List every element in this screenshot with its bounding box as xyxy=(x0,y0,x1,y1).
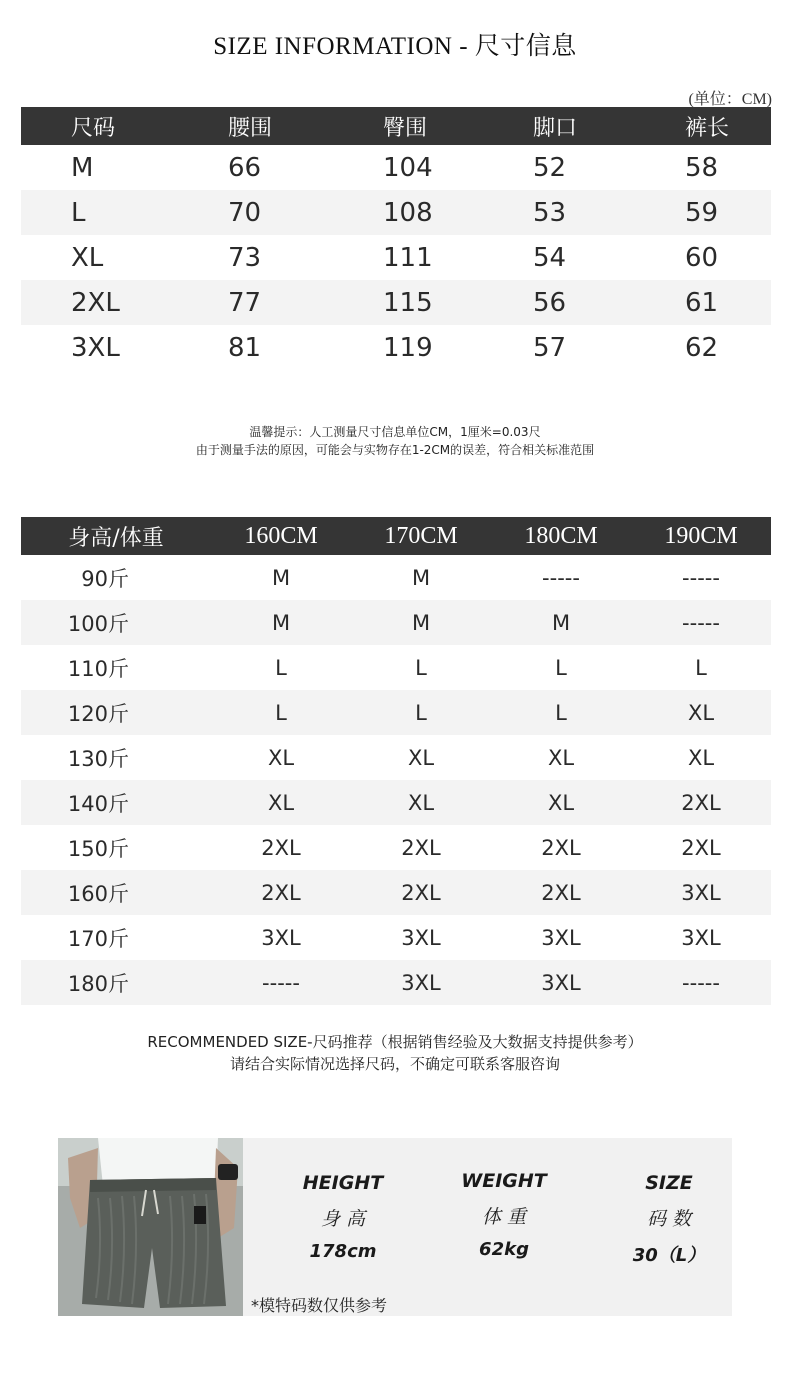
cell-leg-opening: 57 xyxy=(533,332,567,363)
cell-weight: 180斤 xyxy=(67,971,129,996)
model-height xyxy=(268,1172,418,1262)
cell-size: L xyxy=(275,655,287,680)
table-row xyxy=(21,645,771,690)
cell-size: M xyxy=(71,152,94,183)
header-waist: 腰围 xyxy=(228,115,273,141)
table-row xyxy=(21,555,771,600)
cell-size: 2XL xyxy=(681,835,721,860)
cell-size: L xyxy=(415,700,427,725)
cell-length: 61 xyxy=(685,287,719,318)
table-row xyxy=(21,915,771,960)
cell-size: 3XL xyxy=(261,925,301,950)
size-table-header xyxy=(21,107,771,145)
measurement-tip-2: 由于测量手法的原因，可能会与实物存在1-2CM的误差，符合相关标准范围 xyxy=(195,443,595,457)
cell-leg-opening: 53 xyxy=(533,197,567,228)
rec-table-header xyxy=(21,517,771,555)
recommended-size-note: RECOMMENDED SIZE-尺码推荐（根据销售经验及大数据支持提供参考） xyxy=(147,1033,643,1051)
height-value: 178cm xyxy=(309,1241,377,1262)
cell-size: 3XL xyxy=(541,925,581,950)
cell-size: 2XL xyxy=(401,835,441,860)
cell-weight: 140斤 xyxy=(67,791,129,816)
cell-size: XL xyxy=(267,790,295,815)
cell-size: XL xyxy=(687,745,715,770)
cell-size: M xyxy=(271,565,291,590)
cell-size: L xyxy=(555,700,567,725)
cell-size: 2XL xyxy=(71,287,120,318)
height-label-cn: 身 高 xyxy=(320,1208,366,1230)
cell-size: XL xyxy=(547,745,575,770)
table-row xyxy=(21,600,771,645)
cell-size: 2XL xyxy=(681,790,721,815)
table-row xyxy=(21,960,771,1005)
cell-size: XL xyxy=(547,790,575,815)
header-height-weight: 身高/体重 xyxy=(68,525,164,551)
cell-waist: 66 xyxy=(228,152,262,183)
table-row xyxy=(21,735,771,780)
weight-label-en: WEIGHT xyxy=(461,1170,547,1192)
table-row xyxy=(21,145,771,190)
cell-size: ----- xyxy=(542,565,580,590)
header-190cm: 190CM xyxy=(664,522,738,549)
header-hip: 臀围 xyxy=(383,115,428,141)
cell-size: 3XL xyxy=(541,970,581,995)
table-row xyxy=(21,280,771,325)
model-shorts-illustration xyxy=(58,1138,243,1316)
cell-size: 3XL xyxy=(401,970,441,995)
header-160cm: 160CM xyxy=(244,522,318,549)
cell-size: L xyxy=(415,655,427,680)
table-row xyxy=(21,325,771,370)
cell-size: M xyxy=(411,565,431,590)
cell-waist: 77 xyxy=(228,287,262,318)
cell-size: 3XL xyxy=(71,332,120,363)
cell-hip: 104 xyxy=(383,152,433,183)
cell-length: 60 xyxy=(685,242,719,273)
cell-size: XL xyxy=(267,745,295,770)
cell-size: L xyxy=(71,197,86,228)
cell-weight: 90斤 xyxy=(81,566,129,591)
cell-weight: 150斤 xyxy=(67,836,129,861)
cell-size: 2XL xyxy=(401,880,441,905)
cell-size: M xyxy=(411,610,431,635)
table-row xyxy=(21,190,771,235)
header-length: 裤长 xyxy=(685,115,730,141)
cell-weight: 100斤 xyxy=(67,611,129,636)
cell-size: ----- xyxy=(682,610,720,635)
table-row xyxy=(21,825,771,870)
cell-waist: 81 xyxy=(228,332,262,363)
cell-size: XL xyxy=(407,745,435,770)
cell-weight: 110斤 xyxy=(67,656,129,681)
model-info-panel xyxy=(58,1138,732,1316)
header-170cm: 170CM xyxy=(384,522,458,549)
size-value: 30（L） xyxy=(632,1245,706,1266)
table-row xyxy=(21,780,771,825)
cell-weight: 170斤 xyxy=(67,926,129,951)
cell-leg-opening: 52 xyxy=(533,152,567,183)
table-row xyxy=(21,870,771,915)
cell-size: L xyxy=(695,655,707,680)
size-label-cn: 码 数 xyxy=(646,1208,692,1230)
table-row xyxy=(21,235,771,280)
cell-size: L xyxy=(275,700,287,725)
header-leg-opening: 脚口 xyxy=(533,115,578,141)
cell-hip: 108 xyxy=(383,197,433,228)
cell-hip: 115 xyxy=(383,287,433,318)
cell-weight: 120斤 xyxy=(67,701,129,726)
page-title: SIZE INFORMATION - 尺寸信息 xyxy=(213,33,577,60)
cell-size: 3XL xyxy=(401,925,441,950)
cell-size: ----- xyxy=(682,970,720,995)
cell-size: M xyxy=(551,610,571,635)
cell-size: XL xyxy=(687,700,715,725)
cell-waist: 70 xyxy=(228,197,262,228)
model-size-note: *模特码数仅供参考 xyxy=(251,1296,388,1315)
cell-size: ----- xyxy=(682,565,720,590)
cell-hip: 119 xyxy=(383,332,433,363)
cell-weight: 160斤 xyxy=(67,881,129,906)
cell-leg-opening: 56 xyxy=(533,287,567,318)
cell-size: 3XL xyxy=(681,880,721,905)
model-photo xyxy=(58,1138,243,1316)
weight-value: 62kg xyxy=(479,1239,529,1260)
cell-size: 2XL xyxy=(541,880,581,905)
cell-weight: 130斤 xyxy=(67,746,129,771)
cell-size: XL xyxy=(71,242,104,273)
header-size: 尺码 xyxy=(71,115,116,141)
cell-size: 2XL xyxy=(261,835,301,860)
header-180cm: 180CM xyxy=(524,522,598,549)
cell-size: XL xyxy=(407,790,435,815)
cell-size: L xyxy=(555,655,567,680)
cell-length: 59 xyxy=(685,197,719,228)
size-recommendation-table xyxy=(21,517,771,1005)
cell-waist: 73 xyxy=(228,242,262,273)
cell-length: 62 xyxy=(685,332,719,363)
recommended-size-note-2: 请结合实际情况选择尺码，不确定可联系客服咨询 xyxy=(229,1055,560,1073)
cell-hip: 111 xyxy=(383,242,433,273)
size-label-en: SIZE xyxy=(645,1172,693,1194)
weight-label-cn: 体 重 xyxy=(481,1206,527,1228)
unit-label: (单位：CM) xyxy=(688,91,772,108)
model-size xyxy=(594,1172,744,1267)
cell-size: M xyxy=(271,610,291,635)
cell-size: 3XL xyxy=(681,925,721,950)
size-information-table xyxy=(21,107,771,370)
cell-size: ----- xyxy=(262,970,300,995)
measurement-tip: 温馨提示：人工测量尺寸信息单位CM，1厘米=0.03尺 xyxy=(249,425,541,439)
table-row xyxy=(21,690,771,735)
cell-size: 2XL xyxy=(541,835,581,860)
height-label-en: HEIGHT xyxy=(302,1172,384,1194)
cell-length: 58 xyxy=(685,152,719,183)
model-weight xyxy=(429,1170,579,1260)
cell-size: 2XL xyxy=(261,880,301,905)
cell-leg-opening: 54 xyxy=(533,242,567,273)
